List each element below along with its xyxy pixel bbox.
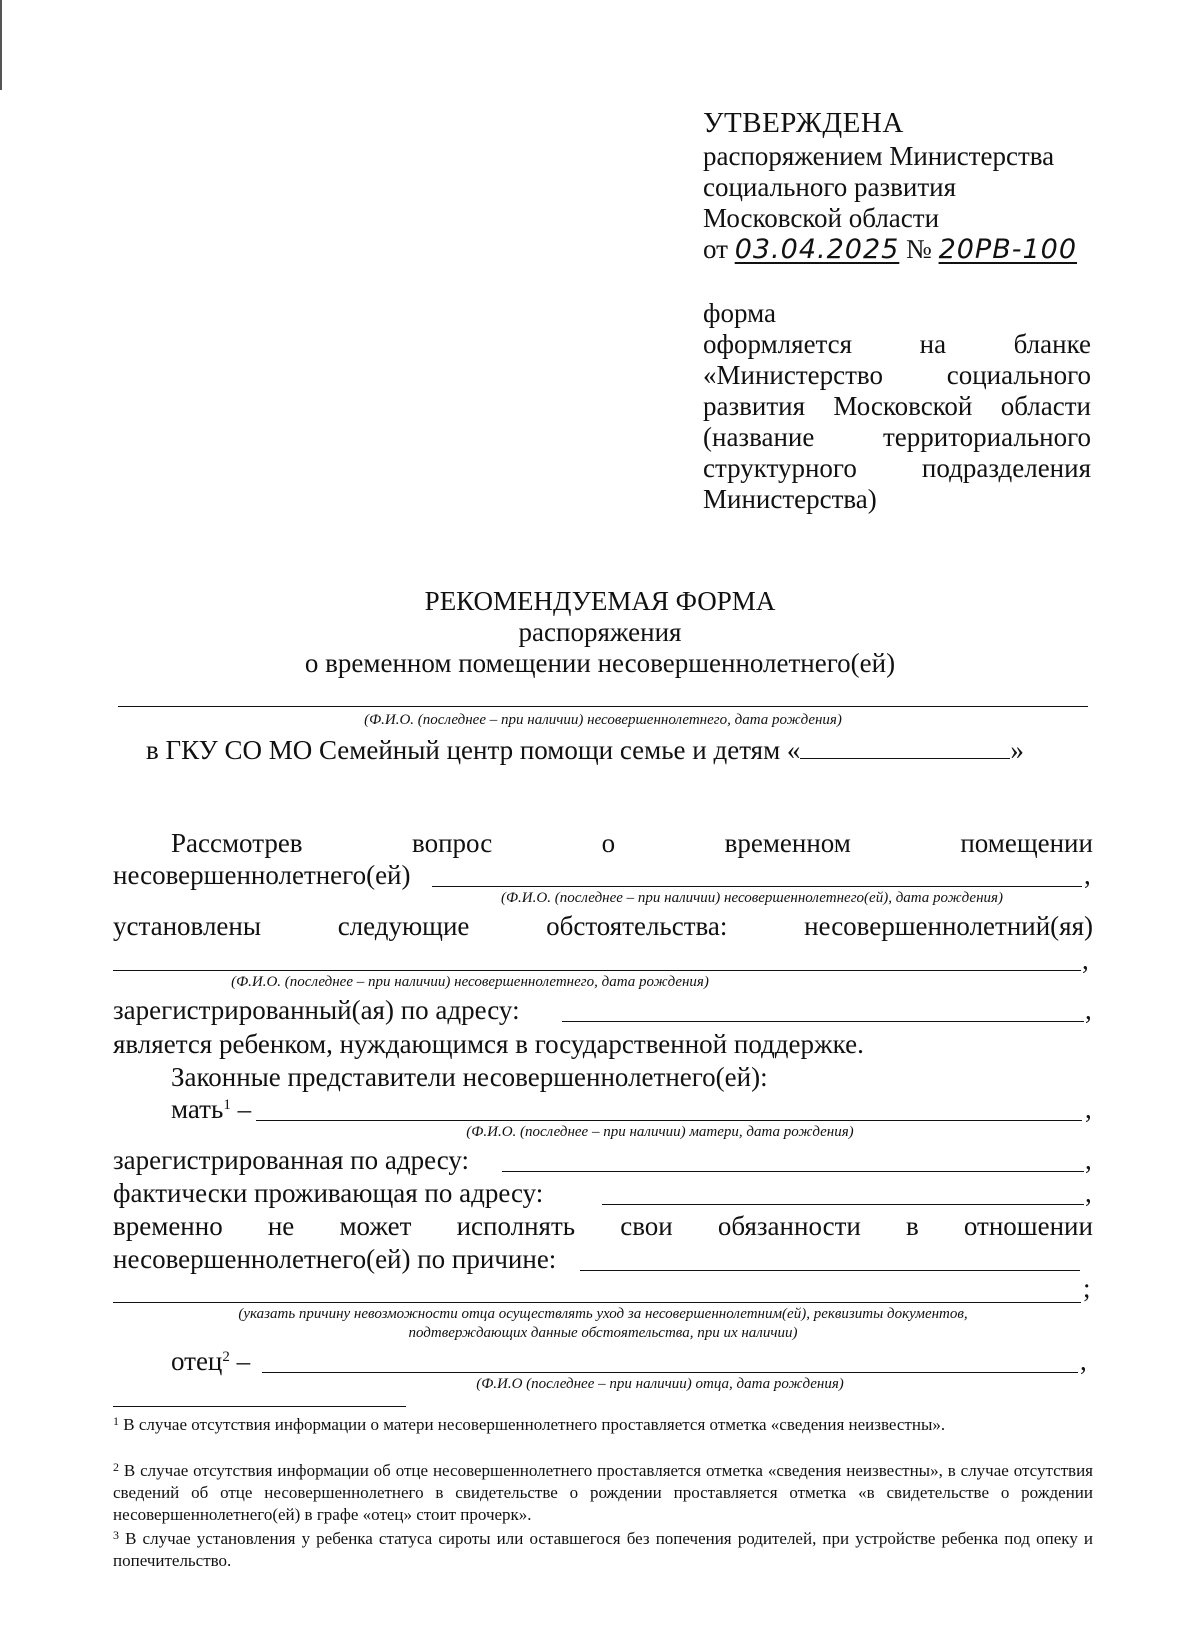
- form-title: [0, 586, 1200, 679]
- mother-footnote-mark: 1: [223, 1097, 231, 1113]
- cannot-word-2: не: [267, 1211, 295, 1241]
- mother-registered-field[interactable]: [502, 1171, 1084, 1172]
- p1-minor-label: несовершеннолетнего(ей): [113, 860, 411, 890]
- p2-comma: ,: [1082, 945, 1089, 975]
- note-line-6: структурного подразделения: [703, 453, 1091, 483]
- reason-caption-2: подтверждающих данные обстоятельства, при их наличии): [408, 1325, 798, 1341]
- note-line-1: форма: [703, 298, 776, 328]
- note-line-5: (название территориального: [703, 422, 1091, 452]
- footnote-3-mark: 3: [113, 1528, 119, 1542]
- family-center-name-field[interactable]: [800, 736, 1010, 759]
- date-value: 03.04.2025: [734, 234, 900, 265]
- scan-edge-line: [0, 0, 2, 90]
- approval-heading: УТВЕРЖДЕНА: [703, 107, 904, 139]
- footnote-2: [113, 1460, 1093, 1526]
- p2-word-2: следующие: [337, 911, 470, 941]
- p2-word-4: несовершеннолетний(яя): [804, 911, 1093, 941]
- family-center-text: в ГКУ СО МО Семейный центр помощи семье и детям «: [146, 735, 801, 765]
- footnote-1-text: В случае отсутствия информации о матери несовершеннолетнего проставляется отметка «сведения неизвестны».: [123, 1415, 946, 1434]
- father-label: отец: [171, 1346, 223, 1376]
- p1-comma: ,: [1084, 860, 1091, 890]
- family-center-line: [146, 734, 1096, 766]
- number-value: 20РВ-100: [938, 234, 1078, 265]
- p1-word-2: вопрос: [412, 828, 493, 858]
- reason-semicolon: ;: [1083, 1273, 1091, 1303]
- father-caption: (Ф.И.О (последнее – при наличии) отца, дата рождения): [476, 1376, 844, 1392]
- p1-word-3: о: [601, 828, 616, 858]
- registered-comma: ,: [1085, 995, 1092, 1025]
- legal-reps-text: Законные представители несовершеннолетнего(ей):: [171, 1062, 768, 1092]
- approval-line-3: Московской области: [703, 203, 940, 233]
- father-footnote-mark: 2: [222, 1349, 230, 1365]
- mother-dash: –: [237, 1094, 252, 1124]
- mother-living-comma: ,: [1085, 1178, 1092, 1208]
- cannot-word-3: может: [339, 1211, 412, 1241]
- p2-line-1: [113, 910, 1093, 942]
- family-center-close-quote: »: [1010, 735, 1024, 765]
- mother-label: мать: [171, 1094, 224, 1124]
- cannot-word-1: временно: [113, 1211, 223, 1241]
- approval-line-1: распоряжением Министерства: [703, 141, 1055, 171]
- p2-word-1: установлены: [113, 911, 261, 941]
- title-line-1: РЕКОМЕНДУЕМАЯ ФОРМА: [424, 586, 776, 616]
- needs-support-line: [113, 1028, 1093, 1060]
- mother-comma: ,: [1085, 1094, 1092, 1124]
- cannot-word-4: исполнять: [456, 1211, 576, 1241]
- footnote-2-mark: 2: [113, 1460, 119, 1474]
- registered-label: зарегистрированный(ая) по адресу:: [113, 995, 520, 1025]
- mother-name-field[interactable]: [256, 1120, 1082, 1121]
- minor-name-field-line: [118, 706, 1088, 707]
- footnote-3: [113, 1528, 1093, 1572]
- father-dash: –: [236, 1346, 251, 1376]
- footnote-1: [113, 1414, 1093, 1436]
- cannot-perform-line: [113, 1210, 1093, 1242]
- title-line-2: распоряжения: [518, 617, 682, 647]
- reason-field-2[interactable]: [113, 1302, 1081, 1303]
- needs-support-text: является ребенком, нуждающимся в государственной поддержке.: [113, 1029, 864, 1059]
- footnote-separator: [113, 1406, 406, 1407]
- form-note: [703, 298, 1091, 515]
- footnote-1-mark: 1: [113, 1414, 119, 1428]
- father-name-field[interactable]: [262, 1372, 1078, 1373]
- number-sign: №: [906, 234, 932, 264]
- cannot-word-7: в: [906, 1211, 919, 1241]
- registered-address-field[interactable]: [562, 1021, 1084, 1022]
- legal-reps-line: [171, 1061, 1151, 1093]
- mother-living-label: фактически проживающая по адресу:: [113, 1178, 544, 1208]
- cannot-word-5: свои: [620, 1211, 673, 1241]
- mother-caption: (Ф.И.О. (последнее – при наличии) матери, дата рождения): [466, 1124, 854, 1140]
- approval-block: [703, 108, 1095, 265]
- note-line-7: Министерства): [703, 484, 877, 514]
- mother-registered-comma: ,: [1085, 1145, 1092, 1175]
- note-line-3: «Министерство социального: [703, 360, 1091, 390]
- approval-line-2: социального развития: [703, 172, 957, 202]
- approval-date-line: [703, 234, 1095, 265]
- cannot-word-8: отношении: [963, 1211, 1093, 1241]
- p1-line-1: [113, 827, 1093, 859]
- mother-living-field[interactable]: [602, 1204, 1084, 1205]
- minor-name-caption: (Ф.И.О. (последнее – при наличии) несовершеннолетнего, дата рождения): [364, 712, 842, 728]
- p2-minor-field-line[interactable]: [113, 970, 1081, 971]
- cannot-word-6: обязанности: [717, 1211, 861, 1241]
- note-line-4: развития Московской области: [703, 391, 1091, 421]
- p1-word-4: временном: [724, 828, 851, 858]
- footnote-3-text: В случае установления у ребенка статуса сироты или оставшегося без попечения родителей, при устройстве ребенка под опеку и попечительство.: [113, 1529, 1094, 1570]
- p1-minor-field-line[interactable]: [432, 886, 1082, 887]
- date-prefix: от: [703, 234, 728, 264]
- reason-label: несовершеннолетнего(ей) по причине:: [113, 1244, 557, 1274]
- p1-word-5: помещении: [960, 828, 1093, 858]
- p2-word-3: обстоятельства:: [546, 911, 728, 941]
- mother-registered-label: зарегистрированная по адресу:: [113, 1145, 469, 1175]
- note-line-2: оформляется на бланке: [703, 329, 1091, 359]
- father-comma: ,: [1080, 1346, 1087, 1376]
- p1-word-1: Рассмотрев: [171, 828, 303, 858]
- p2-minor-caption: (Ф.И.О. (последнее – при наличии) несовершеннолетнего, дата рождения): [231, 974, 709, 990]
- reason-caption-1: (указать причину невозможности отца осуществлять уход за несовершеннолетним(ей), реквизиты документов,: [238, 1306, 968, 1322]
- p1-minor-caption: (Ф.И.О. (последнее – при наличии) несовершеннолетнего(ей), дата рождения): [501, 890, 1003, 906]
- footnote-2-text: В случае отсутствия информации об отце несовершеннолетнего проставляется отметка «сведения неизвестны», в случае отсутствия сведений об отце несовершеннолетнего в свидетельстве о рождении проставляется отметка «в свидетельстве о рождении несовершеннолетнего(ей) в графе «отец» стоит прочерк».: [113, 1461, 1093, 1524]
- title-line-3: о временном помещении несовершеннолетнего(ей): [304, 648, 896, 678]
- reason-field-1[interactable]: [580, 1270, 1080, 1271]
